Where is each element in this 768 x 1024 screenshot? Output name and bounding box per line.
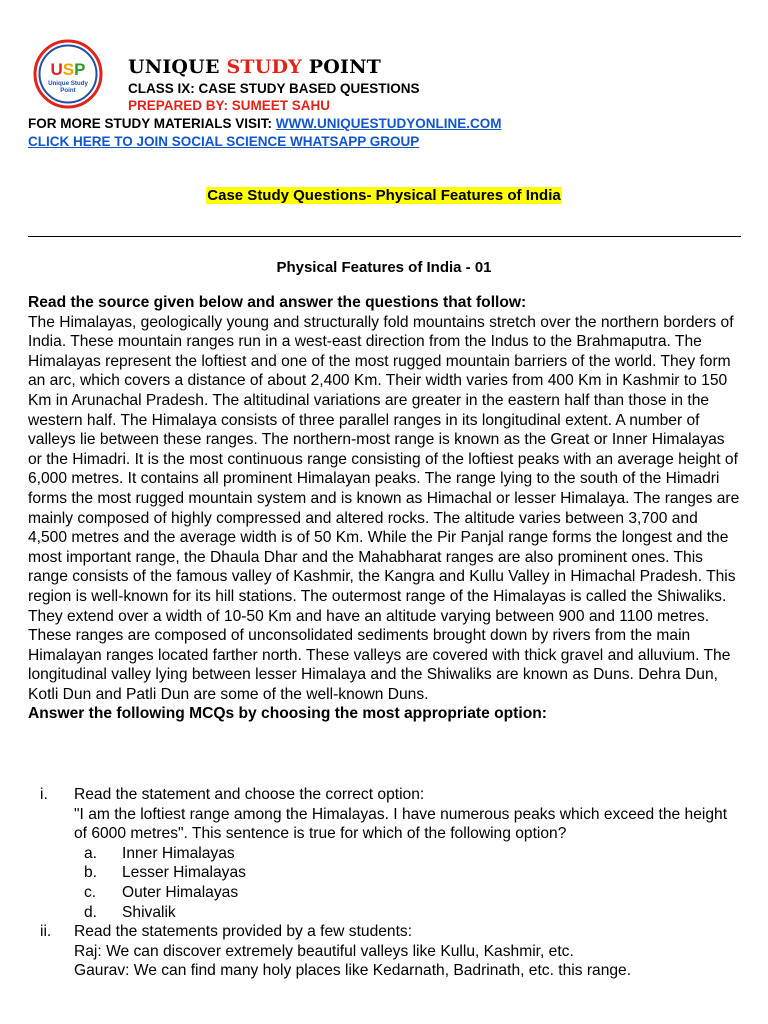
question-number: ii.	[40, 923, 52, 941]
option-item	[74, 863, 741, 883]
logo-letters: USP	[50, 60, 86, 79]
section-title: Physical Features of India - 01	[276, 259, 492, 276]
question-item	[28, 785, 741, 922]
mcq-heading: Answer the following MCQs by choosing the most appropriate option:	[28, 705, 547, 723]
question-item	[28, 922, 741, 981]
case-study-title	[0, 186, 768, 205]
svg-text:Point: Point	[60, 87, 76, 94]
source-passage: The Himalayas, geologically young and structurally fold mountains stretch over the northern borders of India. These mountain ranges run in a west-east direction from the Indus to the Brahmaputra. The Himalayas represent the loftiest and one of the most rugged mountain barriers of the world. They form an arc, which covers a distance of about 2,400 Km. Their width varies from 400 Km in Kashmir to 150 Km in Arunachal Pradesh. The altitudinal variations are greater in the eastern half than those in the western half. The Himalaya consists of three parallel ranges in its longitudinal extent. A number of valleys lie between these ranges. The northern-most range is known as the Great or Inner Himalayas or the Himadri. It is the most continuous range consisting of the loftiest peaks with an average height of 6,000 metres. It contains all prominent Himalayan peaks. The range lying to the south of the Himadri forms the most rugged mountain system and is known as Himachal or lesser Himalaya. The ranges are mainly composed of highly compressed and altered rocks. The altitude varies between 3,700 and 4,500 metres and the average width is of 50 Km. While the Pir Panjal range forms the longest and the most important range, the Dhaula Dhar and the Mahabharat ranges are also prominent ones. This range consists of the famous valley of Kashmir, the Kangra and Kullu Valley in Himachal Pradesh. This region is well-known for its hill stations. The outermost range of the Himalayas is called the Shiwaliks. They extend over a width of 10-50 Km and have an altitude varying between 900 and 1100 metres. These ranges are composed of unconsolidated sediments brought down by rivers from the main Himalayan ranges located farther north. These valleys are covered with thick gravel and alluvium. The longitudinal valley lying between lesser Himalaya and the Shiwaliks are known as Duns. Dehra Dun, Kotli Dun and Patli Dun are some of the well-known Duns.	[28, 313, 740, 703]
option-text: Shivalik	[122, 903, 176, 921]
svg-text:Unique Study: Unique Study	[48, 80, 88, 87]
question-line: Read the statements provided by a few students:	[74, 923, 413, 941]
question-list	[28, 785, 741, 981]
option-letter: a.	[84, 844, 98, 862]
source-passage-block	[28, 293, 741, 724]
option-letter: c.	[84, 883, 97, 901]
question-line: "I am the loftiest range among the Himalayas. I have numerous peaks which exceed the height of 6000 metres". This sentence is true for which of the following option?	[74, 805, 728, 843]
website-link[interactable]: WWW.UNIQUESTUDYONLINE.COM	[275, 116, 502, 131]
question-line: Gaurav: We can find many holy places like Kedarnath, Badrinath, etc. this range.	[74, 962, 632, 980]
option-item	[74, 903, 741, 923]
brand-part-1: UNIQUE	[128, 56, 227, 78]
usp-logo	[33, 39, 103, 109]
visit-line	[28, 115, 502, 132]
option-item	[74, 844, 741, 864]
logo-emblem	[33, 39, 103, 109]
horizontal-divider	[28, 236, 741, 237]
class-line: CLASS IX: CASE STUDY BASED QUESTIONS	[128, 81, 420, 96]
option-item	[74, 883, 741, 903]
question-number: i.	[40, 786, 48, 803]
brand-part-3: POINT	[301, 56, 381, 78]
option-text: Inner Himalayas	[122, 844, 235, 862]
whatsapp-group-link[interactable]: CLICK HERE TO JOIN SOCIAL SCIENCE WHATSAPP GROUP	[28, 134, 420, 149]
instructions-heading: Read the source given below and answer the questions that follow:	[28, 294, 527, 311]
option-text: Lesser Himalayas	[122, 864, 246, 882]
option-list	[74, 844, 741, 922]
brand-part-2: STUDY	[226, 56, 302, 78]
question-line: Raj: We can discover extremely beautiful valleys like Kullu, Kashmir, etc.	[74, 942, 574, 960]
visit-prefix: FOR MORE STUDY MATERIALS VISIT:	[28, 116, 276, 131]
option-letter: b.	[84, 864, 98, 882]
prepared-by-line: PREPARED BY: SUMEET SAHU	[128, 98, 331, 113]
option-letter: d.	[84, 903, 98, 921]
option-text: Outer Himalayas	[122, 883, 239, 901]
brand-name	[128, 56, 381, 78]
question-line: Read the statement and choose the correct option:	[74, 786, 425, 803]
case-study-title-text: Case Study Questions- Physical Features of India	[207, 187, 561, 204]
